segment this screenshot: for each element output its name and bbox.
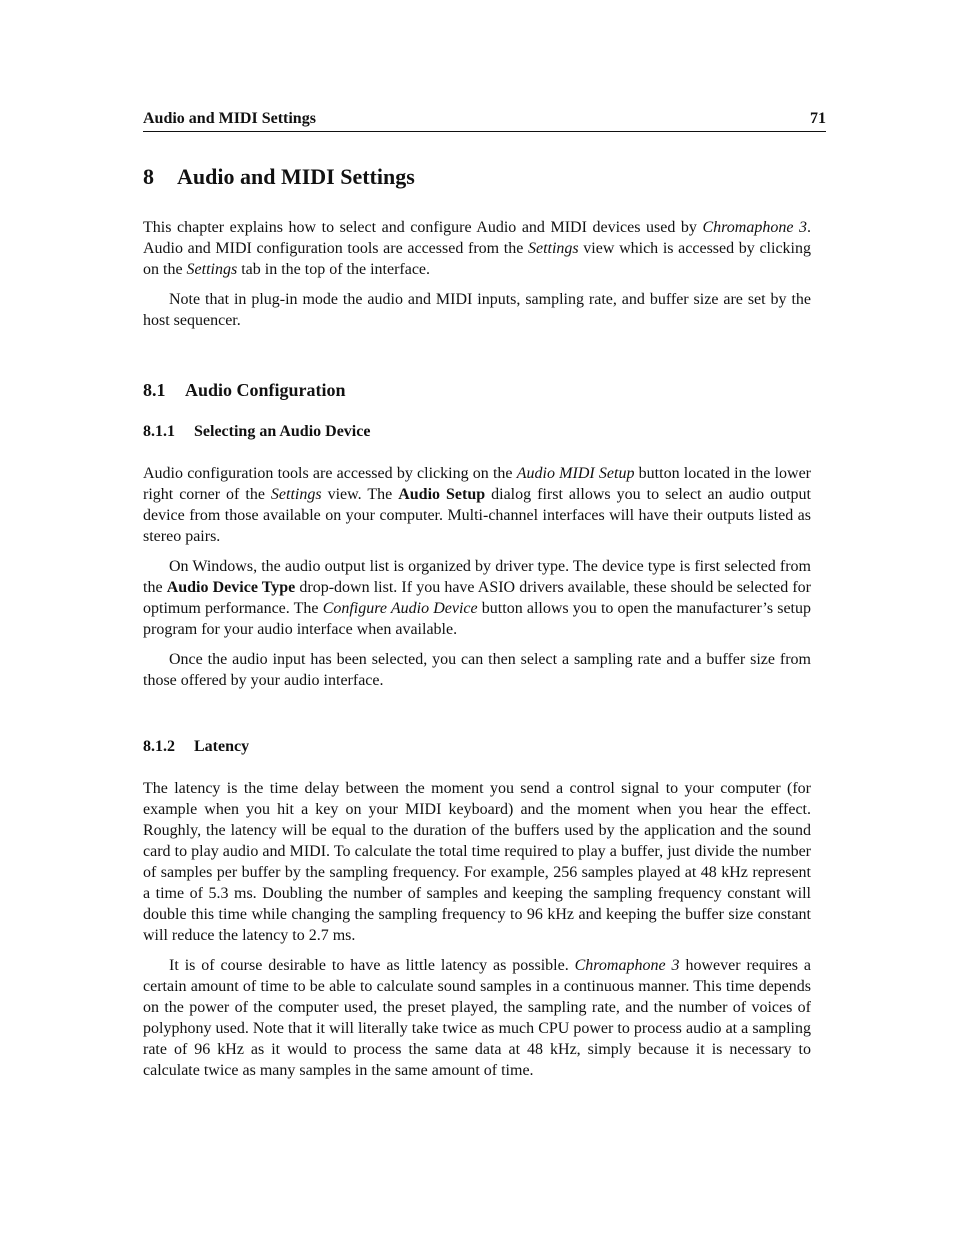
product-name: Chromaphone 3 — [574, 957, 680, 974]
page-number: 71 — [810, 110, 826, 127]
running-title: Audio and MIDI Settings — [143, 110, 316, 127]
selecting-device-paragraph-3: Once the audio input has been selected, you can then select a sampling rate and a buffer size from those offered by your audio interface. — [143, 651, 811, 689]
settings-tab-ref: Settings — [186, 261, 238, 278]
chapter-title: Audio and MIDI Settings — [177, 164, 415, 189]
selecting-device-paragraph-2: On Windows, the audio output list is organized by driver type. The device type is first selected from the Audio Device Type drop-down list. If you have ASIO drivers available, these should be selected for optimum performance. The Configure Audio Device button allows you to open the manufacturer’s setup program for your audio interface when available. — [143, 558, 812, 638]
section-heading-8-1: 8.1 Audio Configuration — [143, 380, 346, 400]
page-content — [143, 163, 811, 1081]
chapter-intro-paragraph-2: Note that in plug-in mode the audio and MIDI inputs, sampling rate, and buffer size are set by the host sequencer. — [143, 291, 811, 329]
audio-midi-setup-ref: Audio MIDI Setup — [516, 465, 635, 482]
settings-view-ref: Settings — [527, 240, 579, 257]
audio-setup-ref: Audio Setup — [398, 486, 486, 503]
selecting-device-paragraph-1: Audio configuration tools are accessed by clicking on the Audio MIDI Setup button located in the lower right corner of the Settings view. The Audio Setup dialog first allows you to select an audio output device from those available on your computer. Multi-channel interfaces will have their outputs listed as stereo pairs. — [143, 465, 812, 545]
running-header — [143, 109, 826, 132]
product-name: Chromaphone 3 — [702, 219, 807, 236]
configure-audio-device-ref: Configure Audio Device — [322, 600, 478, 617]
latency-paragraph-2: It is of course desirable to have as little latency as possible. Chromaphone 3 however requires a certain amount of time to be able to calculate sound samples in a continuous manner. This time depends on the power of the computer used, the preset played, the sampling rate, and the number of voices of polyphony used. Note that it will literally take twice as much CPU power to process audio at a sampling rate of 96 kHz as it would to process the same data at 48 kHz, simply because it is necessary to calculate twice as many samples in the same amount of time. — [143, 957, 811, 1079]
chapter-heading — [143, 163, 811, 191]
chapter-intro-paragraph-1: This chapter explains how to select and configure Audio and MIDI devices used by Chromaphone 3. Audio and MIDI configuration tools are accessed from the Settings view which is accessed by clicking on the Settings tab in the top of the interface. — [143, 219, 811, 278]
subsection-heading-8-1-2: 8.1.2 Latency — [143, 738, 250, 755]
latency-paragraph-1: The latency is the time delay between the moment you send a control signal to your computer (for example when you hit a key on your MIDI keyboard) and the moment when you hear the effect. Roughly, the latency will be equal to the duration of the buffers used by the application and the sound card to play audio and MIDI. To calculate the total time required to play a buffer, just divide the number of samples per buffer by the sampling frequency. For example, 256 samples played at 48 kHz represent a time of 5.3 ms. Doubling the number of samples and keeping the sampling frequency constant will double this time while changing the sampling frequency to 96 kHz and keeping the buffer size constant will reduce the latency to 2.7 ms. — [143, 780, 811, 944]
chapter-number: 8 — [143, 164, 154, 189]
audio-device-type-ref: Audio Device Type — [166, 579, 296, 596]
subsection-heading-8-1-1: 8.1.1 Selecting an Audio Device — [143, 423, 371, 440]
settings-view-ref: Settings — [270, 486, 322, 503]
